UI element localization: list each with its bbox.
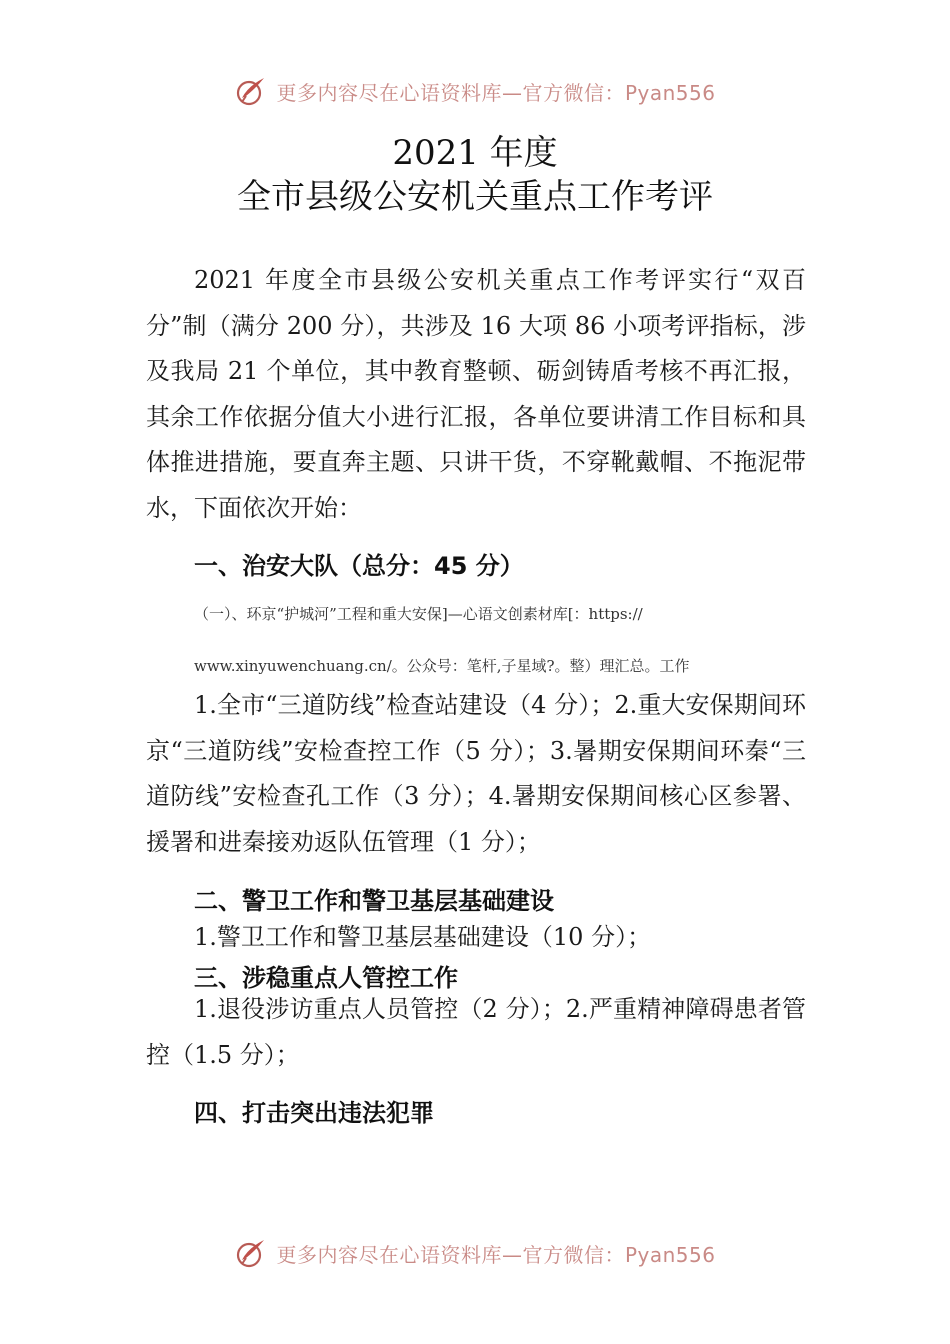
quill-circle-icon (234, 1236, 268, 1270)
watermark-header (0, 74, 950, 108)
section-3-body: 1.退役涉访重点人员管控（2 分）；2.严重精神障碍患者管控（1.5 分）； (146, 995, 806, 1069)
intro-paragraph: 2021 年度全市县级公安机关重点工作考评实行“双百分”制（满分 200 分），共涉及 16 大项 86 小项考评指标，涉及我局 21 个单位，其中教育整顿、砺剑铸盾考核不再汇报，其余工作依据分值大小进行汇报，各单位要讲清工作目标和具体推进措施，要直奔主题、只讲干货，不穿靴戴帽、不拖泥带水，下面依次开始： (146, 266, 806, 522)
subsection-line-1: （一）、环京“护城河”工程和重大安保]—心语文创素材库[：https:// (194, 605, 643, 623)
section-heading-1: 一、治安大队（总分：45 分） (194, 552, 524, 580)
watermark-footer (0, 1236, 950, 1270)
section-heading-3: 三、涉稳重点人管控工作 (194, 964, 458, 992)
document-title: 全市县级公安机关重点工作考评 (237, 177, 713, 217)
document-title-year: 2021 年度 (392, 133, 558, 173)
watermark-text: 更多内容尽在心语资料库—官方微信：Pyan556 (276, 1242, 716, 1267)
section-2-body: 1.警卫工作和警卫基层基础建设（10 分）； (194, 923, 652, 951)
section-1-body: 1.全市“三道防线”检查站建设（4 分）；2.重大安保期间环京“三道防线”安检查控工作（5 分）；3.暑期安保期间环秦“三道防线”安检查孔工作（3 分）；4.暑期安保期间核心区参署、援署和进秦接劝返队伍管理（1 分）； (146, 691, 806, 856)
subsection-line-2: www.xinyuwenchuang.cn/。公众号：笔杆,子星域?。整）理汇总。工作 (194, 657, 690, 675)
section-heading-4: 四、打击突出违法犯罪 (194, 1099, 434, 1127)
quill-circle-icon (234, 74, 268, 108)
watermark-text: 更多内容尽在心语资料库—官方微信：Pyan556 (276, 80, 716, 105)
section-heading-2: 二、警卫工作和警卫基层基础建设 (194, 887, 554, 915)
